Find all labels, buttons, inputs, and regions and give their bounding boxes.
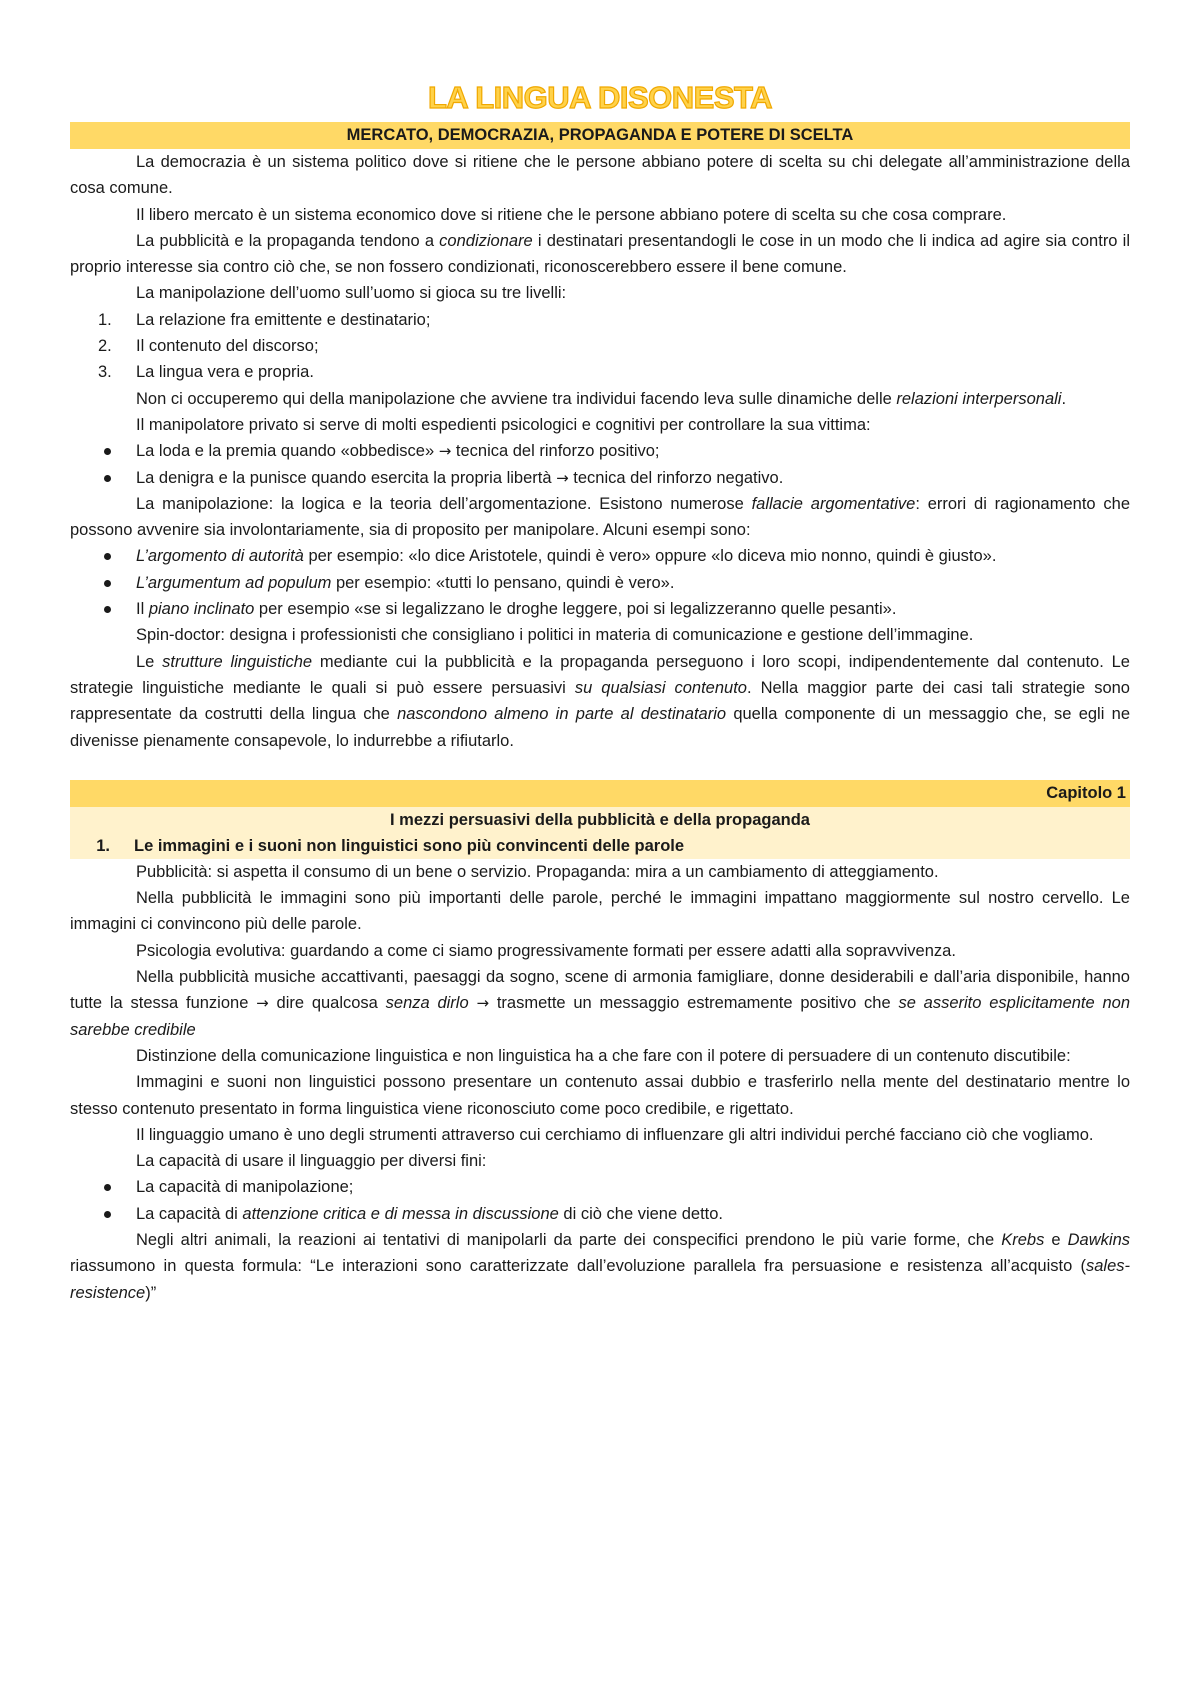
paragraph: La pubblicità e la propaganda tendono a condizionare i destinatari presentandogli le cose in un modo che li indica ad agire sia contro il proprio interesse sia contro ciò che, se non fossero condizionati, riconoscerebbero essere il bene comune.: [70, 231, 1130, 277]
paragraph: La democrazia è un sistema politico dove si ritiene che le persone abbiano potere di scelta su chi delegate all’amministrazione della cosa comune.: [70, 153, 1130, 198]
list-item: Il piano inclinato per esempio «se si legalizzano le droghe leggere, poi si legalizzeranno quelle pesanti».: [70, 596, 1130, 622]
paragraph: Distinzione della comunicazione linguistica e non linguistica ha a che fare con il potere di persuadere di un contenuto discutibile:: [136, 1046, 1071, 1065]
chapter-label: Capitolo 1: [70, 780, 1130, 807]
arrow-right-icon: →: [438, 442, 452, 461]
bullet-icon: [104, 475, 111, 482]
bullet-list: [70, 438, 1130, 491]
list-item: La denigra e la punisce quando esercita la propria libertà → tecnica del rinforzo negativo.: [70, 465, 1130, 491]
arrow-right-icon: →: [476, 994, 490, 1013]
bullet-icon: [104, 553, 111, 560]
paragraph: Psicologia evolutiva: guardando a come ci siamo progressivamente formati per essere adatti alla sopravvivenza.: [136, 941, 956, 960]
list-item: La capacità di attenzione critica e di messa in discussione di ciò che viene detto.: [70, 1201, 1130, 1227]
bullet-icon: [104, 580, 111, 587]
list-item: 2. Il contenuto del discorso;: [98, 337, 319, 356]
paragraph: La manipolazione dell’uomo sull’uomo si gioca su tre livelli:: [136, 284, 567, 303]
paragraph: Immagini e suoni non linguistici possono presentare un contenuto assai dubbio e trasferirlo nella mente del destinatario mentre lo stesso contenuto presentato in forma linguistica viene riconosciuto come poco credibile, e rigettato.: [70, 1073, 1130, 1118]
bullet-icon: [104, 606, 111, 613]
list-item: L’argomento di autorità per esempio: «lo dice Aristotele, quindi è vero» oppure «lo diceva mio nonno, quindi è giusto».: [70, 543, 1130, 569]
bullet-list: [70, 543, 1130, 622]
paragraph: Nella pubblicità le immagini sono più importanti delle parole, perché le immagini impattano maggiormente sul nostro cervello. Le immagini ci convincono più delle parole.: [70, 889, 1130, 934]
document-title: LA LINGUA DISONESTA: [427, 80, 773, 115]
paragraph: La manipolazione: la logica e la teoria dell’argomentazione. Esistono numerose fallacie argomentative: errori di ragionamento che possono avvenire sia involontariamente, sia di proposito per manipolare. Alcuni esempi sono:: [70, 494, 1130, 540]
arrow-right-icon: →: [256, 994, 269, 1013]
arrow-right-icon: →: [556, 468, 569, 487]
paragraph: Le strutture linguistiche mediante cui la pubblicità e la propaganda perseguono i loro scopi, indipendentemente dal contenuto. Le strategie linguistiche mediante le quali si può essere persuasivi su qualsiasi contenuto. Nella maggior parte dei casi tali strategie sono rappresentate da costrutti della lingua che nascondono almeno in parte al destinatario quella componente di un messaggio che, se egli ne divenisse pienamente consapevole, lo indurrebbe a rifiutarlo.: [70, 652, 1130, 750]
numbered-list: [70, 307, 1130, 386]
chapter-title: I mezzi persuasivi della pubblicità e della propaganda: [70, 807, 1130, 833]
list-item: L’argumentum ad populum per esempio: «tutti lo pensano, quindi è vero».: [70, 570, 1130, 596]
paragraph: Il libero mercato è un sistema economico dove si ritiene che le persone abbiano potere di scelta su che cosa comprare.: [136, 205, 1007, 224]
paragraph: Il manipolatore privato si serve di molti espedienti psicologici e cognitivi per controllare la sua vittima:: [136, 415, 871, 434]
bullet-icon: [104, 1184, 111, 1191]
paragraph: Pubblicità: si aspetta il consumo di un bene o servizio. Propaganda: mira a un cambiamento di atteggiamento.: [136, 862, 939, 881]
paragraph: Nella pubblicità musiche accattivanti, paesaggi da sogno, scene di armonia famigliare, donne desiderabili e dall’aria disponibile, hanno tutte la stessa funzione → dire qualcosa senza dirlo → trasmette un messaggio estremamente positivo che se asserito esplicitamente non sarebbe credibile: [70, 968, 1131, 1039]
list-item: La loda e la premia quando «obbedisce» → tecnica del rinforzo positivo;: [70, 438, 1130, 464]
list-item: 3. La lingua vera e propria.: [98, 363, 314, 382]
paragraph: Negli altri animali, la reazioni ai tentativi di manipolarli da parte dei conspecifici prendono le più varie forme, che Krebs e Dawkins riassumono in questa formula: “Le interazioni sono caratterizzate dall’evoluzione parallela fra persuasione e resistenza all’acquisto (sales-resistence)”: [70, 1230, 1130, 1302]
list-item: 1. La relazione fra emittente e destinatario;: [98, 310, 431, 329]
paragraph: La capacità di usare il linguaggio per diversi fini:: [136, 1152, 487, 1171]
bullet-list: [70, 1174, 1130, 1227]
bullet-icon: [104, 1211, 111, 1218]
subsection-heading: 1. Le immagini e i suoni non linguistici sono più convincenti delle parole: [70, 833, 1130, 859]
bullet-icon: [104, 448, 111, 455]
section-heading: MERCATO, DEMOCRAZIA, PROPAGANDA E POTERE DI SCELTA: [70, 122, 1130, 149]
document-page: [70, 80, 1130, 1306]
paragraph: Il linguaggio umano è uno degli strumenti attraverso cui cerchiamo di influenzare gli altri individui perché facciano ciò che vogliamo.: [136, 1125, 1094, 1144]
paragraph: Spin-doctor: designa i professionisti che consigliano i politici in materia di comunicazione e gestione dell’immagine.: [136, 626, 974, 645]
list-item: La capacità di manipolazione;: [70, 1174, 1130, 1200]
paragraph: Non ci occuperemo qui della manipolazione che avviene tra individui facendo leva sulle dinamiche delle relazioni interpersonali.: [136, 389, 1067, 408]
